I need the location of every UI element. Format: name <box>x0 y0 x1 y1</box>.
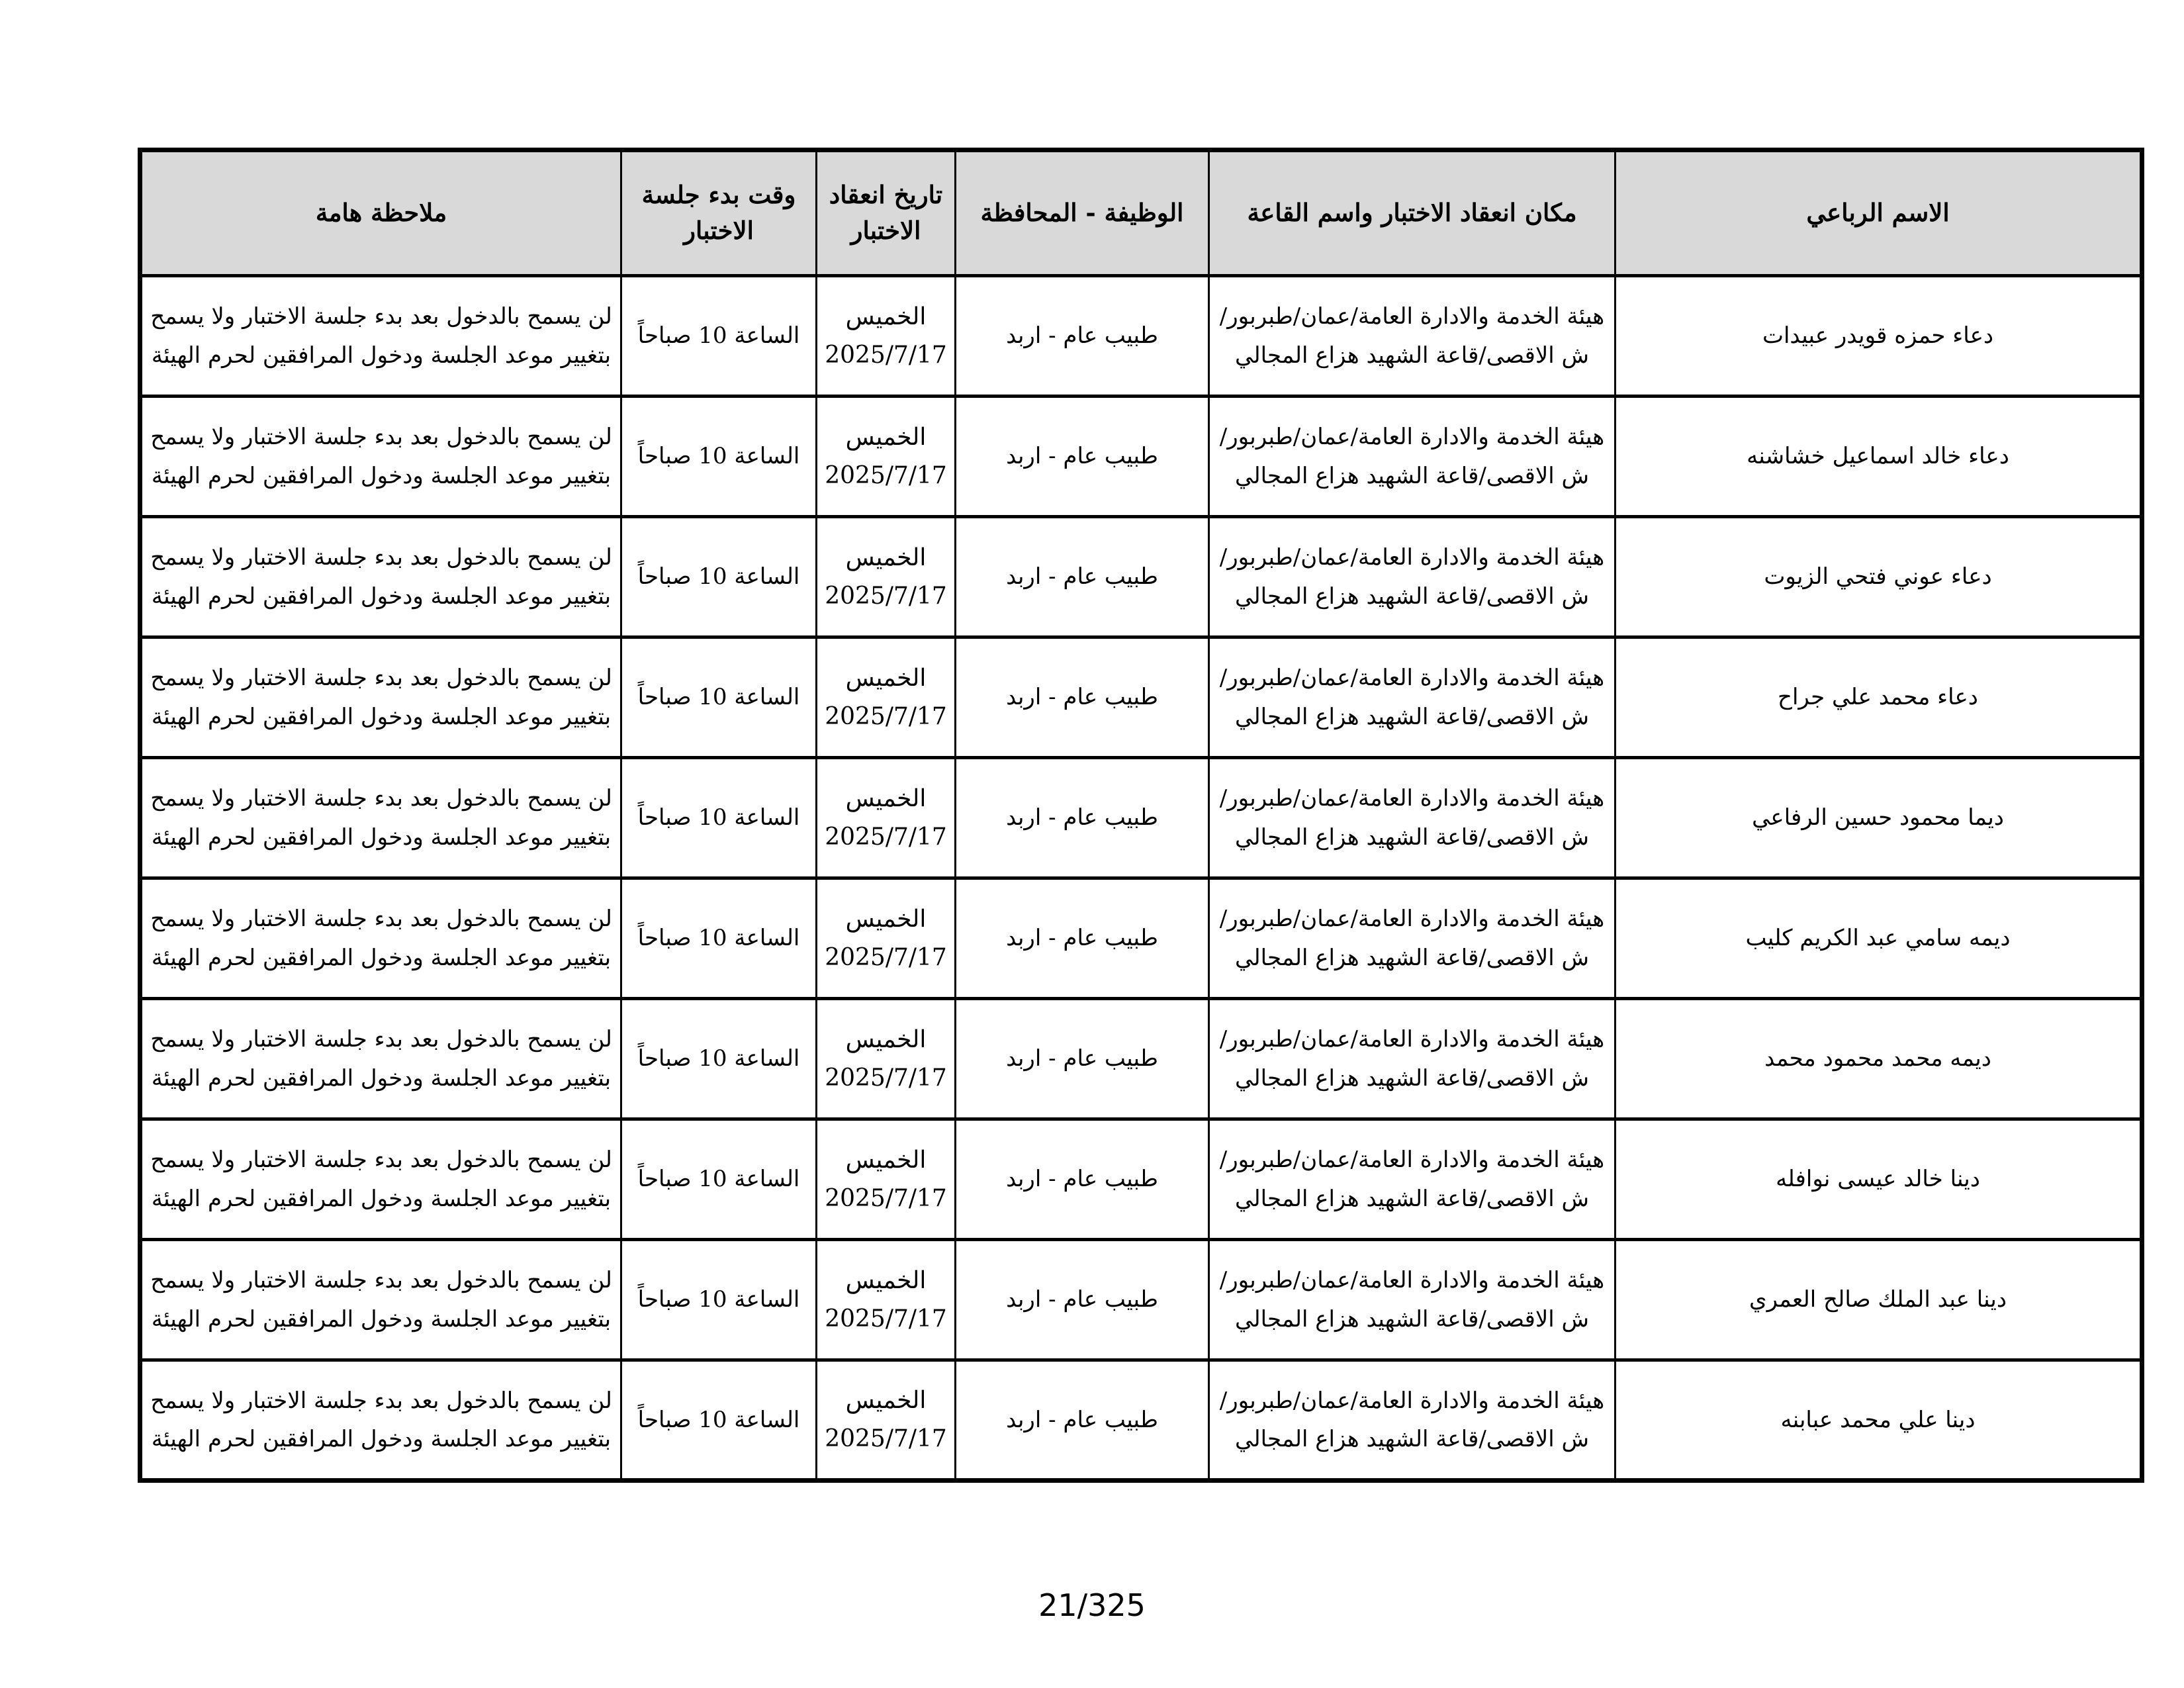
table-row <box>140 1360 2142 1481</box>
cell-job-governorate: طبيب عام - اربد <box>956 1360 1209 1481</box>
cell-important-note: لن يسمح بالدخول بعد بدء جلسة الاختبار ولا يسمح بتغيير موعد الجلسة ودخول المرافقين لحرم الهيئة <box>140 758 621 878</box>
cell-exam-date: الخميس 2025/7/17 <box>817 637 956 758</box>
cell-important-note: لن يسمح بالدخول بعد بدء جلسة الاختبار ولا يسمح بتغيير موعد الجلسة ودخول المرافقين لحرم الهيئة <box>140 637 621 758</box>
cell-session-start-time: الساعة 10 صباحاً <box>621 1119 817 1240</box>
cell-exam-location: هيئة الخدمة والادارة العامة/عمان/طبربور/ش الاقصى/قاعة الشهيد هزاع المجالي <box>1209 1360 1615 1481</box>
cell-exam-location: هيئة الخدمة والادارة العامة/عمان/طبربور/ش الاقصى/قاعة الشهيد هزاع المجالي <box>1209 1119 1615 1240</box>
table-row <box>140 637 2142 758</box>
cell-exam-date: الخميس 2025/7/17 <box>817 276 956 397</box>
cell-exam-location: هيئة الخدمة والادارة العامة/عمان/طبربور/ش الاقصى/قاعة الشهيد هزاع المجالي <box>1209 999 1615 1119</box>
cell-important-note: لن يسمح بالدخول بعد بدء جلسة الاختبار ولا يسمح بتغيير موعد الجلسة ودخول المرافقين لحرم الهيئة <box>140 1119 621 1240</box>
cell-session-start-time: الساعة 10 صباحاً <box>621 397 817 517</box>
table-row <box>140 758 2142 878</box>
cell-exam-location: هيئة الخدمة والادارة العامة/عمان/طبربور/ش الاقصى/قاعة الشهيد هزاع المجالي <box>1209 878 1615 999</box>
cell-session-start-time: الساعة 10 صباحاً <box>621 758 817 878</box>
cell-session-start-time: الساعة 10 صباحاً <box>621 999 817 1119</box>
cell-job-governorate: طبيب عام - اربد <box>956 1240 1209 1360</box>
cell-exam-date: الخميس 2025/7/17 <box>817 1360 956 1481</box>
table-row <box>140 1240 2142 1360</box>
cell-session-start-time: الساعة 10 صباحاً <box>621 878 817 999</box>
cell-exam-date: الخميس 2025/7/17 <box>817 397 956 517</box>
cell-full-name: دينا خالد عيسى نوافله <box>1615 1119 2142 1240</box>
header-exam-location: مكان انعقاد الاختبار واسم القاعة <box>1209 150 1615 276</box>
exam-schedule-table <box>138 148 2144 1483</box>
cell-job-governorate: طبيب عام - اربد <box>956 276 1209 397</box>
cell-exam-location: هيئة الخدمة والادارة العامة/عمان/طبربور/ش الاقصى/قاعة الشهيد هزاع المجالي <box>1209 758 1615 878</box>
cell-exam-location: هيئة الخدمة والادارة العامة/عمان/طبربور/ش الاقصى/قاعة الشهيد هزاع المجالي <box>1209 397 1615 517</box>
cell-important-note: لن يسمح بالدخول بعد بدء جلسة الاختبار ولا يسمح بتغيير موعد الجلسة ودخول المرافقين لحرم الهيئة <box>140 397 621 517</box>
header-full-name: الاسم الرباعي <box>1615 150 2142 276</box>
cell-full-name: دعاء عوني فتحي الزيوت <box>1615 517 2142 637</box>
cell-session-start-time: الساعة 10 صباحاً <box>621 276 817 397</box>
cell-important-note: لن يسمح بالدخول بعد بدء جلسة الاختبار ولا يسمح بتغيير موعد الجلسة ودخول المرافقين لحرم الهيئة <box>140 517 621 637</box>
header-job-governorate: الوظيفة - المحافظة <box>956 150 1209 276</box>
cell-job-governorate: طبيب عام - اربد <box>956 637 1209 758</box>
cell-exam-location: هيئة الخدمة والادارة العامة/عمان/طبربور/ش الاقصى/قاعة الشهيد هزاع المجالي <box>1209 517 1615 637</box>
cell-session-start-time: الساعة 10 صباحاً <box>621 517 817 637</box>
table-row <box>140 397 2142 517</box>
cell-full-name: دينا عبد الملك صالح العمري <box>1615 1240 2142 1360</box>
cell-full-name: ديمه محمد محمود محمد <box>1615 999 2142 1119</box>
table-row <box>140 1119 2142 1240</box>
cell-full-name: ديمه سامي عبد الكريم كليب <box>1615 878 2142 999</box>
table-row <box>140 276 2142 397</box>
header-important-note: ملاحظة هامة <box>140 150 621 276</box>
cell-exam-date: الخميس 2025/7/17 <box>817 758 956 878</box>
cell-job-governorate: طبيب عام - اربد <box>956 999 1209 1119</box>
cell-job-governorate: طبيب عام - اربد <box>956 397 1209 517</box>
cell-exam-date: الخميس 2025/7/17 <box>817 1119 956 1240</box>
cell-exam-date: الخميس 2025/7/17 <box>817 878 956 999</box>
table-row <box>140 878 2142 999</box>
cell-full-name: دينا علي محمد عبابنه <box>1615 1360 2142 1481</box>
table-row <box>140 517 2142 637</box>
cell-job-governorate: طبيب عام - اربد <box>956 758 1209 878</box>
header-exam-date: تاريخ انعقاد الاختبار <box>817 150 956 276</box>
cell-full-name: دعاء حمزه قويدر عبيدات <box>1615 276 2142 397</box>
cell-full-name: ديما محمود حسين الرفاعي <box>1615 758 2142 878</box>
cell-exam-date: الخميس 2025/7/17 <box>817 1240 956 1360</box>
cell-important-note: لن يسمح بالدخول بعد بدء جلسة الاختبار ولا يسمح بتغيير موعد الجلسة ودخول المرافقين لحرم الهيئة <box>140 1360 621 1481</box>
cell-exam-date: الخميس 2025/7/17 <box>817 517 956 637</box>
cell-job-governorate: طبيب عام - اربد <box>956 878 1209 999</box>
cell-job-governorate: طبيب عام - اربد <box>956 517 1209 637</box>
cell-exam-location: هيئة الخدمة والادارة العامة/عمان/طبربور/ش الاقصى/قاعة الشهيد هزاع المجالي <box>1209 637 1615 758</box>
page-number: 21/325 <box>1038 1587 1146 1623</box>
header-session-start-time: وقت بدء جلسة الاختبار <box>621 150 817 276</box>
cell-exam-location: هيئة الخدمة والادارة العامة/عمان/طبربور/ش الاقصى/قاعة الشهيد هزاع المجالي <box>1209 1240 1615 1360</box>
cell-session-start-time: الساعة 10 صباحاً <box>621 637 817 758</box>
cell-job-governorate: طبيب عام - اربد <box>956 1119 1209 1240</box>
cell-session-start-time: الساعة 10 صباحاً <box>621 1240 817 1360</box>
cell-full-name: دعاء محمد علي جراح <box>1615 637 2142 758</box>
cell-exam-location: هيئة الخدمة والادارة العامة/عمان/طبربور/ش الاقصى/قاعة الشهيد هزاع المجالي <box>1209 276 1615 397</box>
cell-important-note: لن يسمح بالدخول بعد بدء جلسة الاختبار ولا يسمح بتغيير موعد الجلسة ودخول المرافقين لحرم الهيئة <box>140 999 621 1119</box>
cell-important-note: لن يسمح بالدخول بعد بدء جلسة الاختبار ولا يسمح بتغيير موعد الجلسة ودخول المرافقين لحرم الهيئة <box>140 878 621 999</box>
header-row <box>140 150 2142 276</box>
cell-session-start-time: الساعة 10 صباحاً <box>621 1360 817 1481</box>
cell-important-note: لن يسمح بالدخول بعد بدء جلسة الاختبار ولا يسمح بتغيير موعد الجلسة ودخول المرافقين لحرم الهيئة <box>140 276 621 397</box>
cell-exam-date: الخميس 2025/7/17 <box>817 999 956 1119</box>
cell-full-name: دعاء خالد اسماعيل خشاشنه <box>1615 397 2142 517</box>
table-row <box>140 999 2142 1119</box>
cell-important-note: لن يسمح بالدخول بعد بدء جلسة الاختبار ولا يسمح بتغيير موعد الجلسة ودخول المرافقين لحرم الهيئة <box>140 1240 621 1360</box>
